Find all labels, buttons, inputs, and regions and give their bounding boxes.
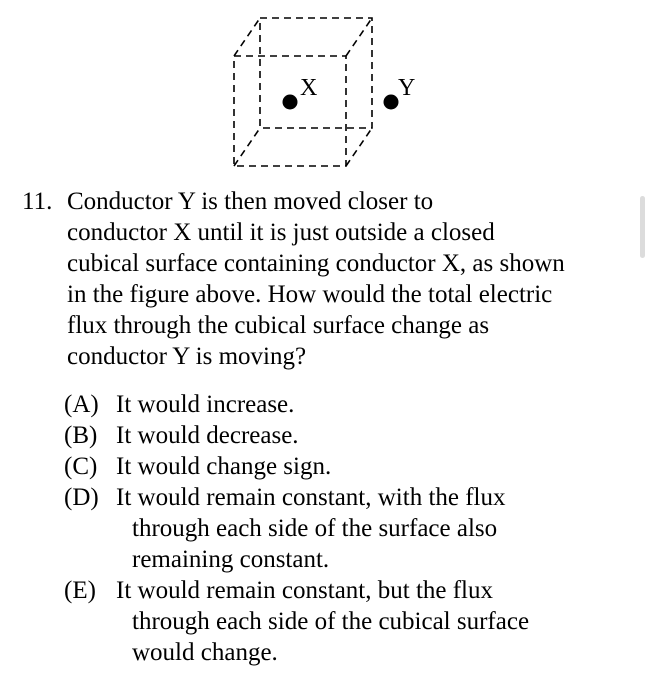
choice-line: It would increase. (116, 391, 295, 418)
cube-front-face (234, 56, 346, 166)
choice-text (116, 575, 529, 668)
choice-line: It would change sign. (116, 453, 332, 480)
cube-back-face (260, 18, 372, 128)
choice-a[interactable] (64, 389, 634, 420)
question-number: 11. (22, 188, 53, 215)
stem-line: conductor X until it is just outside a closed (67, 219, 495, 246)
choice-line: would change. (132, 639, 278, 666)
question-stem (67, 186, 637, 372)
choice-line: through each side of the cubical surface (132, 608, 530, 635)
stem-line: Conductor Y is then moved closer to (67, 188, 434, 215)
choice-line: It would remain constant, with the flux (116, 484, 506, 511)
choice-text (116, 482, 506, 575)
choice-letter: (C) (64, 453, 98, 480)
conductor-x-dot (283, 95, 298, 110)
cube-figure (220, 8, 420, 176)
answer-choices (64, 389, 634, 668)
cube-edge (346, 128, 372, 166)
choice-line: It would decrease. (116, 422, 299, 449)
cube-edge (234, 128, 260, 166)
stem-line: flux through the cubical surface change as (67, 312, 490, 339)
cube-edge (234, 18, 260, 56)
choice-text (116, 389, 294, 420)
choice-line: through each side of the surface also (132, 515, 498, 542)
choice-d[interactable] (64, 482, 634, 575)
conductor-y-dot (384, 95, 399, 110)
stem-line: cubical surface containing conductor X, as shown (67, 250, 565, 277)
cube-edge (346, 18, 372, 56)
scrollbar-thumb[interactable] (640, 196, 645, 258)
stem-line: conductor Y is moving? (67, 343, 307, 370)
choice-letter: (D) (64, 484, 99, 511)
choice-line: remaining constant. (132, 546, 330, 573)
choice-c[interactable] (64, 451, 634, 482)
choice-text (116, 451, 331, 482)
choice-text (116, 420, 299, 451)
choice-letter: (A) (64, 391, 99, 418)
choice-b[interactable] (64, 420, 634, 451)
stem-line: in the figure above. How would the total electric (67, 281, 553, 308)
choice-line: It would remain constant, but the flux (116, 577, 494, 604)
conductor-x-label: X (300, 75, 318, 101)
choice-letter: (B) (64, 422, 98, 449)
choice-letter: (E) (64, 577, 96, 604)
choice-e[interactable] (64, 575, 634, 668)
conductor-y-label: Y (398, 75, 416, 101)
